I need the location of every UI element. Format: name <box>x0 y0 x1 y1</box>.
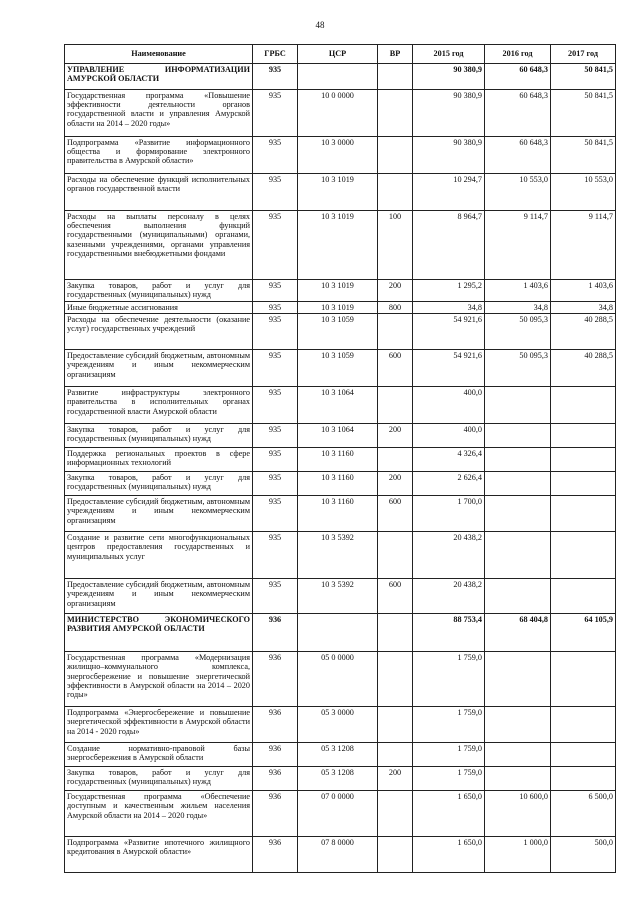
cell-vr: 200 <box>378 472 413 496</box>
header-2016: 2016 год <box>485 45 551 64</box>
cell-name: УПРАВЛЕНИЕ ИНФОРМАТИЗАЦИИ АМУРСКОЙ ОБЛАСТИ <box>65 64 253 90</box>
cell-grbs: 935 <box>253 90 298 137</box>
cell-grbs: 935 <box>253 174 298 211</box>
table-row <box>65 302 616 314</box>
cell-y2015: 2 626,4 <box>413 472 485 496</box>
cell-name: Государственная программа «Повышение эффективности деятельности органов государственной власти и управления Амурской области на 2014 – 2020 годы» <box>65 90 253 137</box>
cell-vr: 600 <box>378 579 413 614</box>
cell-csr: 05 3 1208 <box>298 767 378 791</box>
cell-y2016: 68 404,8 <box>485 614 551 652</box>
cell-y2017 <box>551 743 616 767</box>
cell-name: Закупка товаров, работ и услуг для государственных (муниципальных) нужд <box>65 280 253 302</box>
cell-grbs: 935 <box>253 579 298 614</box>
table-row <box>65 532 616 579</box>
cell-y2017: 34,8 <box>551 302 616 314</box>
cell-grbs: 935 <box>253 496 298 532</box>
cell-y2015: 54 921,6 <box>413 314 485 350</box>
cell-vr <box>378 137 413 174</box>
table-row <box>65 837 616 873</box>
cell-vr <box>378 614 413 652</box>
cell-grbs: 936 <box>253 614 298 652</box>
cell-y2017 <box>551 532 616 579</box>
cell-vr: 600 <box>378 350 413 387</box>
table-row <box>65 64 616 90</box>
cell-y2015: 90 380,9 <box>413 64 485 90</box>
cell-y2016: 34,8 <box>485 302 551 314</box>
cell-vr <box>378 532 413 579</box>
cell-y2016 <box>485 707 551 743</box>
cell-csr: 10 3 1059 <box>298 314 378 350</box>
cell-y2017: 40 288,5 <box>551 314 616 350</box>
cell-grbs: 935 <box>253 387 298 424</box>
cell-y2016 <box>485 424 551 448</box>
header-2015: 2015 год <box>413 45 485 64</box>
cell-y2015: 1 295,2 <box>413 280 485 302</box>
cell-name: Государственная программа «Обеспечение доступным и качественным жильем населения Амурской области на 2014 – 2020 годы» <box>65 791 253 837</box>
cell-y2015: 1 650,0 <box>413 837 485 873</box>
table-row <box>65 387 616 424</box>
cell-name: Предоставление субсидий бюджетным, автономным учреждениям и иным некоммерческим организациям <box>65 579 253 614</box>
cell-name: Государственная программа «Модернизация жилищно–коммунального комплекса, энергосбережение и повышение энергетической эффективности в Амурской области на 2014 – 2020 годы» <box>65 652 253 707</box>
table-row <box>65 211 616 280</box>
cell-y2015: 54 921,6 <box>413 350 485 387</box>
table-row <box>65 791 616 837</box>
cell-csr: 10 3 1160 <box>298 448 378 472</box>
cell-y2015: 90 380,9 <box>413 90 485 137</box>
cell-csr: 10 3 1160 <box>298 496 378 532</box>
cell-grbs: 936 <box>253 837 298 873</box>
page-number: 48 <box>315 20 325 30</box>
cell-csr: 10 3 1019 <box>298 302 378 314</box>
table-header-row <box>65 45 616 64</box>
cell-y2015: 34,8 <box>413 302 485 314</box>
cell-y2015: 20 438,2 <box>413 532 485 579</box>
cell-vr <box>378 387 413 424</box>
cell-vr: 200 <box>378 767 413 791</box>
cell-csr <box>298 614 378 652</box>
cell-y2016 <box>485 767 551 791</box>
cell-y2015: 8 964,7 <box>413 211 485 280</box>
cell-csr: 10 3 1064 <box>298 387 378 424</box>
cell-name: Закупка товаров, работ и услуг для государственных (муниципальных) нужд <box>65 472 253 496</box>
cell-vr <box>378 743 413 767</box>
cell-y2015: 400,0 <box>413 387 485 424</box>
cell-grbs: 935 <box>253 137 298 174</box>
cell-csr: 10 3 1019 <box>298 280 378 302</box>
cell-y2017: 9 114,7 <box>551 211 616 280</box>
cell-name: Подпрограмма «Энергосбережение и повышение энергетической эффективности в Амурской области на 2014 - 2020 годы» <box>65 707 253 743</box>
table-body <box>65 64 616 873</box>
cell-y2017: 64 105,9 <box>551 614 616 652</box>
cell-y2016 <box>485 532 551 579</box>
cell-y2015: 10 294,7 <box>413 174 485 211</box>
table-row <box>65 614 616 652</box>
cell-y2016 <box>485 448 551 472</box>
cell-name: Поддержка региональных проектов в сфере информационных технологий <box>65 448 253 472</box>
cell-y2017: 500,0 <box>551 837 616 873</box>
cell-y2016 <box>485 579 551 614</box>
cell-y2015: 1 759,0 <box>413 743 485 767</box>
cell-grbs: 935 <box>253 64 298 90</box>
cell-grbs: 935 <box>253 302 298 314</box>
cell-name: Закупка товаров, работ и услуг для государственных (муниципальных) нужд <box>65 424 253 448</box>
cell-grbs: 936 <box>253 767 298 791</box>
cell-y2015: 1 650,0 <box>413 791 485 837</box>
cell-grbs: 935 <box>253 424 298 448</box>
cell-vr <box>378 90 413 137</box>
cell-y2017: 1 403,6 <box>551 280 616 302</box>
cell-vr <box>378 707 413 743</box>
table-row <box>65 472 616 496</box>
cell-y2017 <box>551 424 616 448</box>
cell-name: Иные бюджетные ассигнования <box>65 302 253 314</box>
cell-grbs: 935 <box>253 280 298 302</box>
table-row <box>65 314 616 350</box>
cell-y2016: 60 648,3 <box>485 137 551 174</box>
budget-table <box>64 44 616 873</box>
cell-vr <box>378 314 413 350</box>
table-row <box>65 707 616 743</box>
cell-name: Подпрограмма «Развитие ипотечного жилищного кредитования в Амурской области» <box>65 837 253 873</box>
table-row <box>65 90 616 137</box>
cell-y2016 <box>485 652 551 707</box>
table-row <box>65 174 616 211</box>
cell-csr: 05 3 0000 <box>298 707 378 743</box>
cell-name: Развитие инфраструктуры электронного правительства в исполнительных органах государственной власти Амурской области <box>65 387 253 424</box>
cell-csr: 07 8 0000 <box>298 837 378 873</box>
cell-y2016 <box>485 387 551 424</box>
cell-y2016: 60 648,3 <box>485 90 551 137</box>
cell-y2016: 9 114,7 <box>485 211 551 280</box>
cell-name: Расходы на выплаты персоналу в целях обеспечения выполнения функций государственными (муниципальными) органами, казенными учреждениями, органами управления государственными внебюджетными фондами <box>65 211 253 280</box>
cell-grbs: 936 <box>253 791 298 837</box>
cell-y2017: 6 500,0 <box>551 791 616 837</box>
cell-vr <box>378 174 413 211</box>
cell-vr: 800 <box>378 302 413 314</box>
cell-y2017: 50 841,5 <box>551 64 616 90</box>
cell-grbs: 935 <box>253 532 298 579</box>
header-grbs: ГРБС <box>253 45 298 64</box>
cell-y2015: 20 438,2 <box>413 579 485 614</box>
cell-y2016: 10 553,0 <box>485 174 551 211</box>
cell-grbs: 935 <box>253 211 298 280</box>
cell-name: Создание и развитие сети многофункциональных центров предоставления государственных и муниципальных услуг <box>65 532 253 579</box>
table-row <box>65 350 616 387</box>
cell-y2016: 50 095,3 <box>485 314 551 350</box>
cell-grbs: 935 <box>253 472 298 496</box>
cell-y2017 <box>551 387 616 424</box>
cell-vr <box>378 652 413 707</box>
cell-y2015: 1 759,0 <box>413 652 485 707</box>
cell-name: Создание нормативно-правовой базы энергосбережения в Амурской области <box>65 743 253 767</box>
cell-y2015: 1 700,0 <box>413 496 485 532</box>
cell-grbs: 936 <box>253 743 298 767</box>
cell-vr <box>378 64 413 90</box>
cell-y2016: 50 095,3 <box>485 350 551 387</box>
cell-csr: 10 3 1160 <box>298 472 378 496</box>
cell-vr <box>378 448 413 472</box>
cell-y2015: 400,0 <box>413 424 485 448</box>
cell-name: Закупка товаров, работ и услуг для государственных (муниципальных) нужд <box>65 767 253 791</box>
cell-csr <box>298 64 378 90</box>
cell-y2015: 90 380,9 <box>413 137 485 174</box>
cell-y2015: 4 326,4 <box>413 448 485 472</box>
header-2017: 2017 год <box>551 45 616 64</box>
header-vr: ВР <box>378 45 413 64</box>
cell-grbs: 936 <box>253 652 298 707</box>
cell-y2016 <box>485 472 551 496</box>
table-row <box>65 652 616 707</box>
table-row <box>65 280 616 302</box>
cell-y2017 <box>551 652 616 707</box>
table-row <box>65 448 616 472</box>
cell-y2016: 10 600,0 <box>485 791 551 837</box>
cell-y2017: 50 841,5 <box>551 137 616 174</box>
cell-vr: 200 <box>378 424 413 448</box>
table-row <box>65 743 616 767</box>
cell-name: МИНИСТЕРСТВО ЭКОНОМИЧЕСКОГО РАЗВИТИЯ АМУРСКОЙ ОБЛАСТИ <box>65 614 253 652</box>
cell-csr: 10 3 0000 <box>298 137 378 174</box>
cell-y2016 <box>485 496 551 532</box>
cell-csr: 10 3 1019 <box>298 211 378 280</box>
cell-vr <box>378 791 413 837</box>
cell-y2016 <box>485 743 551 767</box>
table-row <box>65 137 616 174</box>
table-row <box>65 496 616 532</box>
cell-name: Расходы на обеспечение функций исполнительных органов государственной власти <box>65 174 253 211</box>
cell-y2017 <box>551 707 616 743</box>
cell-name: Расходы на обеспечение деятельности (оказание услуг) государственных учреждений <box>65 314 253 350</box>
cell-grbs: 935 <box>253 350 298 387</box>
cell-csr: 10 3 5392 <box>298 579 378 614</box>
cell-name: Предоставление субсидий бюджетным, автономным учреждениям и иным некоммерческим организациям <box>65 350 253 387</box>
cell-y2017 <box>551 767 616 791</box>
cell-grbs: 935 <box>253 448 298 472</box>
cell-vr: 200 <box>378 280 413 302</box>
cell-y2016: 60 648,3 <box>485 64 551 90</box>
cell-vr <box>378 837 413 873</box>
cell-vr: 100 <box>378 211 413 280</box>
cell-csr: 10 0 0000 <box>298 90 378 137</box>
cell-y2016: 1 403,6 <box>485 280 551 302</box>
cell-y2017 <box>551 579 616 614</box>
cell-y2017 <box>551 472 616 496</box>
cell-y2015: 1 759,0 <box>413 767 485 791</box>
cell-y2017: 40 288,5 <box>551 350 616 387</box>
cell-csr: 10 3 1019 <box>298 174 378 211</box>
table-row <box>65 424 616 448</box>
cell-vr: 600 <box>378 496 413 532</box>
cell-grbs: 935 <box>253 314 298 350</box>
cell-y2015: 88 753,4 <box>413 614 485 652</box>
cell-csr: 07 0 0000 <box>298 791 378 837</box>
cell-y2017 <box>551 496 616 532</box>
cell-y2016: 1 000,0 <box>485 837 551 873</box>
cell-csr: 05 0 0000 <box>298 652 378 707</box>
cell-name: Подпрограмма «Развитие информационного общества и формирование электронного правительства в Амурской области» <box>65 137 253 174</box>
cell-y2015: 1 759,0 <box>413 707 485 743</box>
cell-csr: 10 3 1059 <box>298 350 378 387</box>
cell-grbs: 936 <box>253 707 298 743</box>
cell-y2017: 50 841,5 <box>551 90 616 137</box>
cell-name: Предоставление субсидий бюджетным, автономным учреждениям и иным некоммерческим организациям <box>65 496 253 532</box>
header-name: Наименование <box>65 45 253 64</box>
cell-y2017: 10 553,0 <box>551 174 616 211</box>
cell-csr: 10 3 1064 <box>298 424 378 448</box>
header-csr: ЦСР <box>298 45 378 64</box>
cell-csr: 10 3 5392 <box>298 532 378 579</box>
cell-csr: 05 3 1208 <box>298 743 378 767</box>
cell-y2017 <box>551 448 616 472</box>
table-row <box>65 579 616 614</box>
table-row <box>65 767 616 791</box>
